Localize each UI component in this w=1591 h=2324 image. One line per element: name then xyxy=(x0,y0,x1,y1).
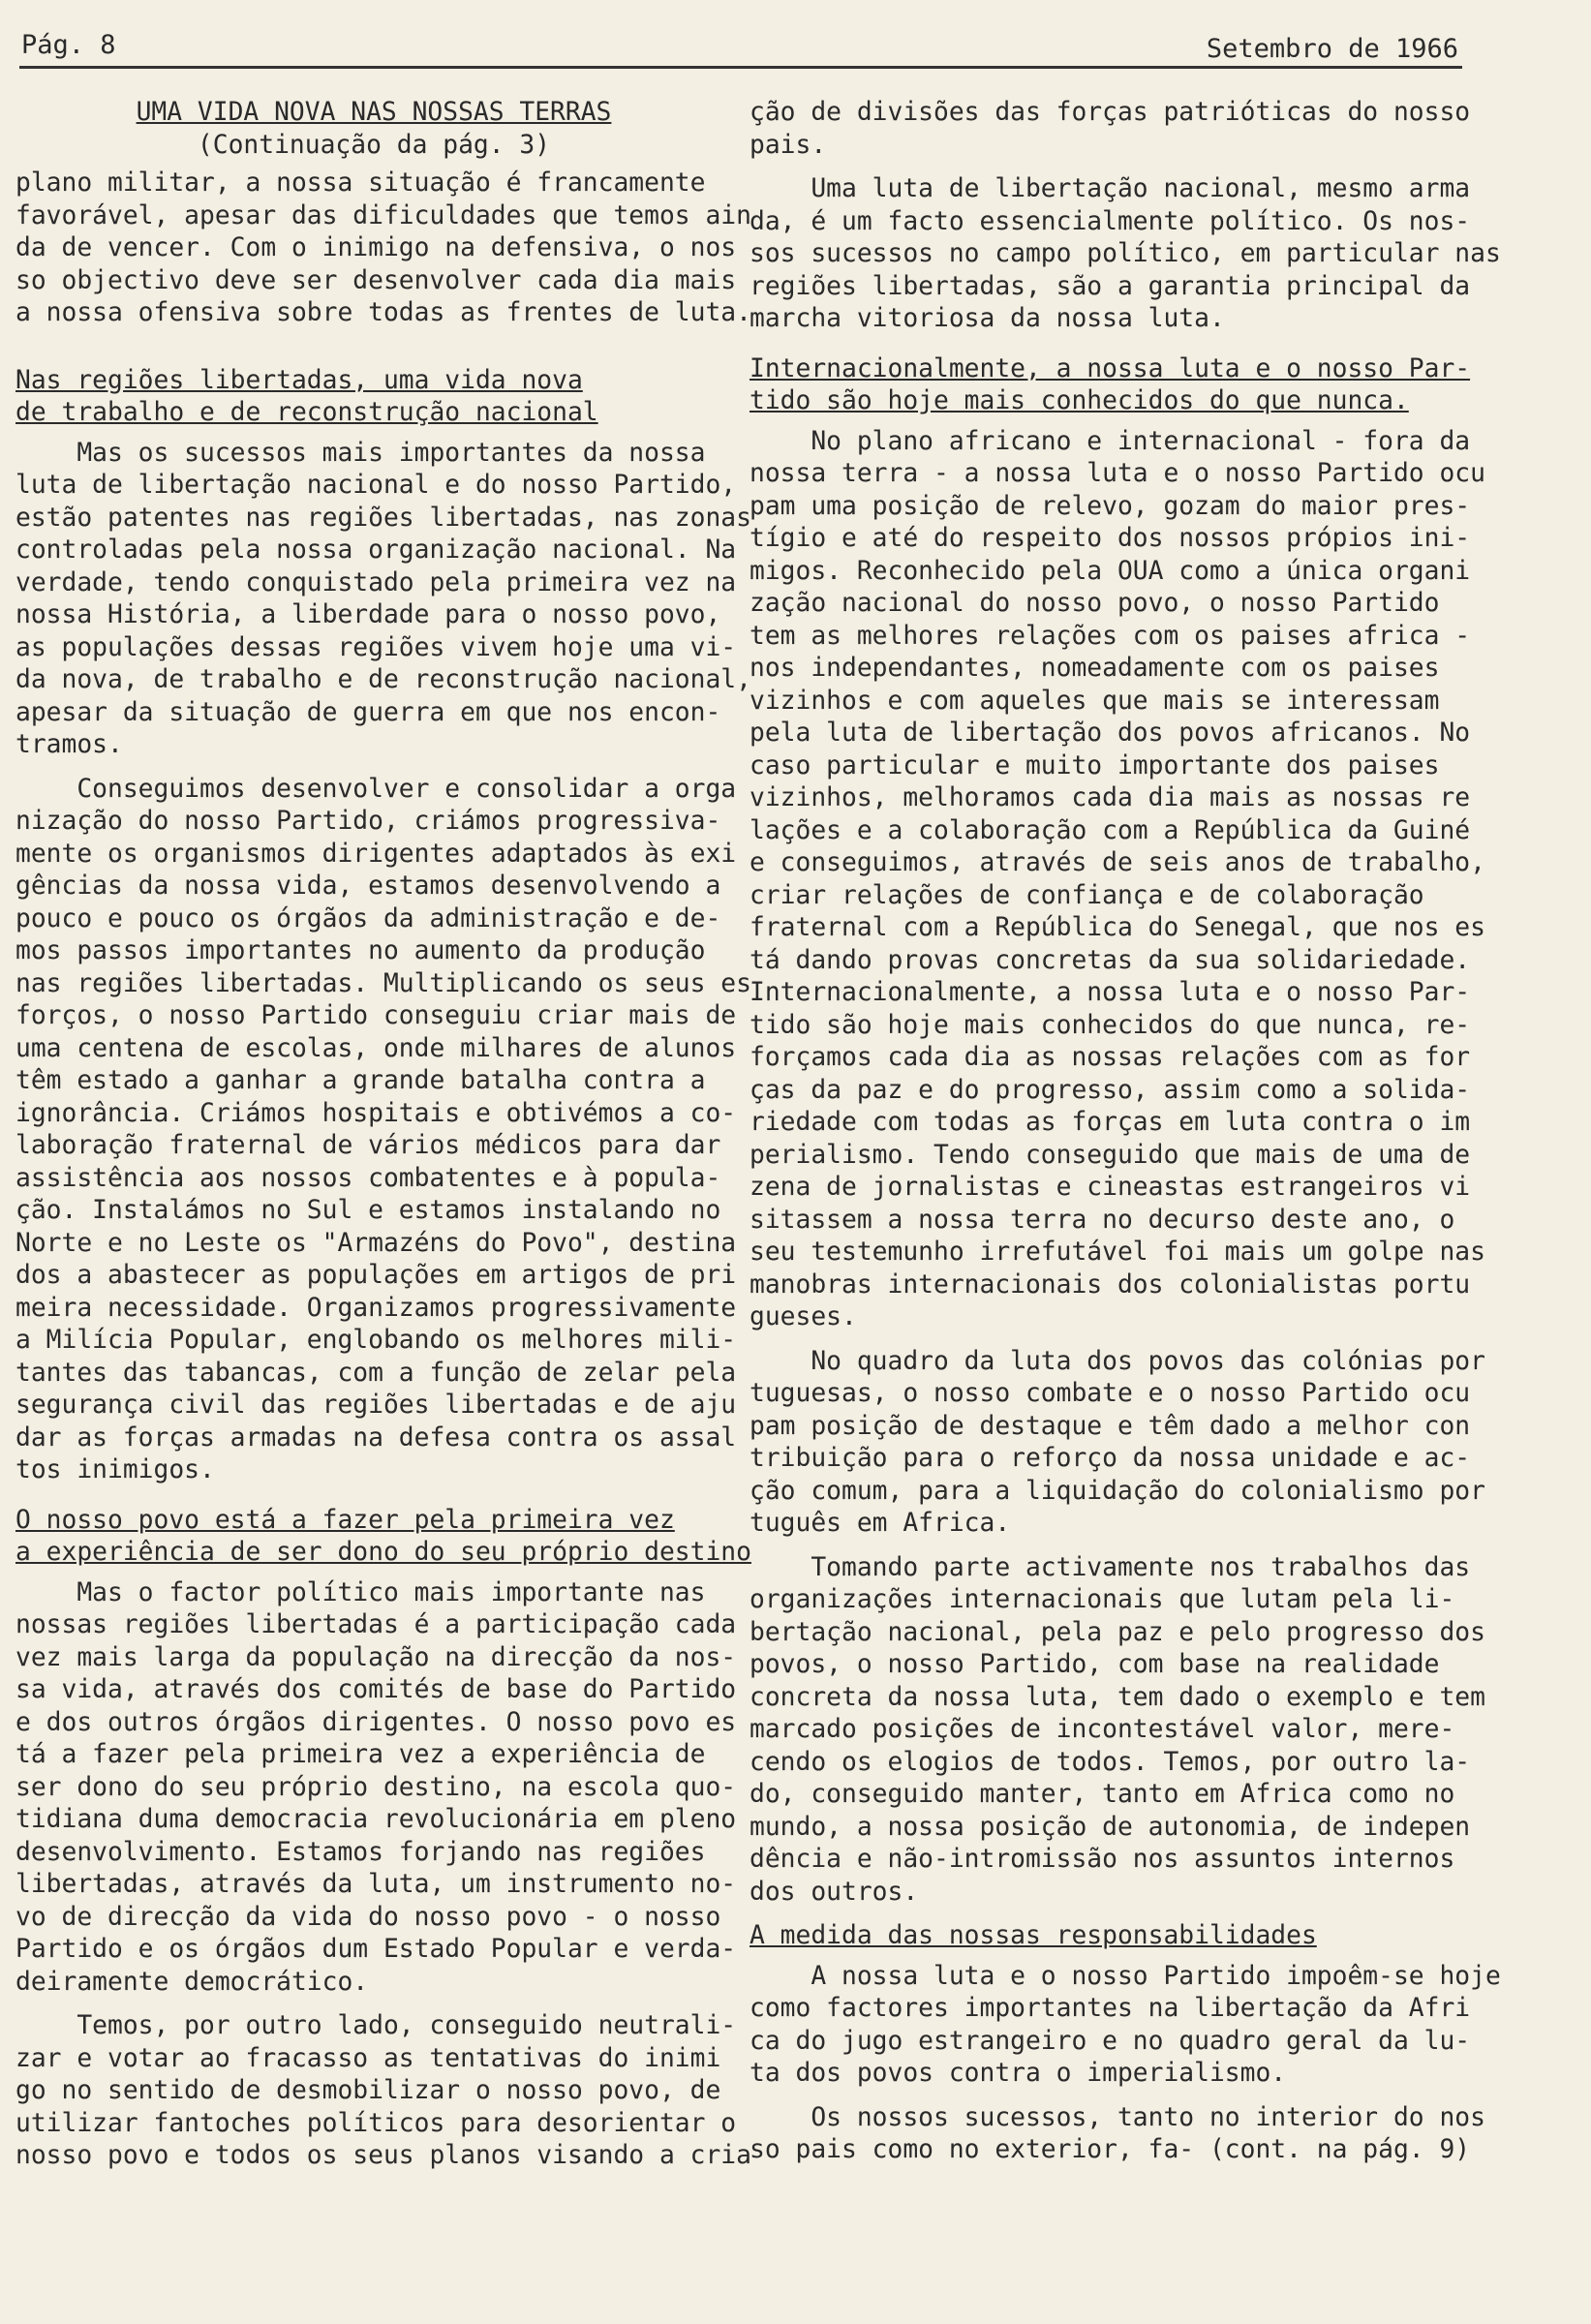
left-column xyxy=(15,97,751,2185)
left-paragraph-2: Mas os sucessos mais importantes da nossa luta de libertação nacional e do nosso Partido, estão patentes nas regiões libertadas, nas zonas controladas pela nossa organização nacional. Na verdade, tendo conquistado pela primeira vez na nossa História, a liberdade para o nosso povo, as populações dessas regiões vivem hoje uma vi- da nova, de trabalho e de reconstrução nacional, apesar da situação de guerra em que nos encon- tramos. xyxy=(15,438,751,759)
article-title: UMA VIDA NOVA NAS NOSSAS TERRAS xyxy=(136,98,612,127)
left-paragraph-4: Mas o factor político mais importante nas nossas regiões libertadas é a participação cada vez mais larga da população na direcção da nos- sa vida, através dos comités de base do Partido e dos outros órgãos dirigentes. O nosso povo es tá a fazer pela primeira vez a experiência de ser dono do seu próprio destino, na escola quo- tidiana duma democracia revolucionária em pleno desenvolvimento. Estamos forjando nas regiões libertadas, através da luta, um instrumento no- vo de direcção da vida do nosso povo - o nosso Partido e os órgãos dum Estado Popular e verda- deiramente democrático. xyxy=(15,1577,737,1997)
section-heading-liberated-regions: Nas regiões libertadas, uma vida nova de trabalho e de reconstrução nacional xyxy=(15,365,598,427)
right-paragraph-4: No quadro da luta dos povos das colónias por tuguesas, o nosso combate e o nosso Partido ocu pam posição de destaque e têm dado a melhor con tribuição para o reforço da nossa unidade e ac- ção comum, para a liquidação do colonialismo por tuguês em Africa. xyxy=(750,1346,1485,1538)
right-paragraph-1: ção de divisões das forças patrióticas do nosso pais. xyxy=(750,98,1471,160)
section-heading-internationally: Internacionalmente, a nossa luta e o nosso Par- tido são hoje mais conhecidos do que nunca. xyxy=(750,353,1471,415)
left-paragraph-1: plano militar, a nossa situação é francamente favorável, apesar das dificuldades que temos ain da de vencer. Com o inimigo na defensiva, o nos so objectivo deve ser desenvolver cada dia mais a nossa ofensiva sobre todas as frentes de luta. xyxy=(15,168,751,327)
right-paragraph-3: No plano africano e internacional - fora da nossa terra - a nossa luta e o nosso Partido ocu pam uma posição de relevo, gozam do maior pres- tígio e até do respeito dos nossos própios ini- migos. Reconhecido pela OUA como a única organi zação nacional do nosso povo, o nosso Partido tem as melhores relações com os paises africa - nos independantes, nomeadamente com os paises vizinhos e com aqueles que mais se interessam pela luta de libertação dos povos africanos. No caso particular e muito importante dos paises vizinhos, melhoramos cada dia mais as nossas re lações e a colaboração com a República da Guiné e conseguimos, através de seis anos de trabalho, criar relações de confiança e de colaboração fraternal com a República do Senegal, que nos es tá dando provas concretas da sua solidariedade. Internacionalmente, a nossa luta e o nosso Par- tido são hoje mais conhecidos do que nunca, re- forçamos cada dia as nossas relações com as for ças da paz e do progresso, assim como a solida- riedade com todas as forças em luta contra o im perialismo. Tendo conseguido que mais de uma de zena de jornalistas e cineastas estrangeiros vi sitassem a nossa terra no decurso deste ano, o seu testemunho irrefutável foi mais um golpe nas manobras internacionais dos colonialistas portu gueses. xyxy=(750,426,1485,1331)
section-heading-own-destiny: O nosso povo está a fazer pela primeira vez a experiência de ser dono do seu próprio destino xyxy=(15,1505,751,1567)
left-paragraph-5: Temos, por outro lado, conseguido neutrali- zar e votar ao fracasso as tentativas do inimi go no sentido de desmobilizar o nosso povo, de utilizar fantoches políticos para desorientar o nosso povo e todos os seus planos visando a cria xyxy=(15,2011,751,2170)
left-paragraph-3: Conseguimos desenvolver e consolidar a orga nização do nosso Partido, criámos progressiva- mente os organismos dirigentes adaptados às exi gências da nossa vida, estamos desenvolvendo a pouco e pouco os órgãos da administração e de- mos passos importantes no aumento da produção nas regiões libertadas. Multiplicando os seus es forços, o nosso Partido conseguiu criar mais de uma centena de escolas, onde milhares de alunos têm estado a ganhar a grande batalha contra a ignorância. Criámos hospitais e obtivémos a co- laboração fraternal de vários médicos para dar assistência aos nossos combatentes e à popula- ção. Instalámos no Sul e estamos instalando no Norte e no Leste os "Armazéns do Povo", destina dos a abastecer as populações em artigos de pri meira necessidade. Organizamos progressivamente a Milícia Popular, englobando os melhores mili- tantes das tabancas, com a função de zelar pela segurança civil das regiões libertadas e de aju dar as forças armadas na defesa contra os assal tos inimigos. xyxy=(15,774,751,1484)
page-number: Pág. 8 xyxy=(21,30,116,60)
article-title-block xyxy=(15,97,732,162)
right-column xyxy=(750,97,1501,2179)
right-paragraph-5: Tomando parte activamente nos trabalhos das organizações internacionais que lutam pela li- bertação nacional, pela paz e pelo progresso dos povos, o nosso Partido, com base na realidade concreta da nossa luta, tem dado o exemplo e tem marcado posições de incontestável valor, mere- cendo os elogios de todos. Temos, por outro la- do, conseguido manter, tanto em Africa como no mundo, a nossa posição de autonomia, de indepen dência e não-intromissão nos assuntos internos dos outros. xyxy=(750,1552,1485,1907)
right-paragraph-6: A nossa luta e o nosso Partido impoêm-se hoje como factores importantes na libertação da Afri ca do jugo estrangeiro e no quadro geral da lu- ta dos povos contra o imperialismo. xyxy=(750,1961,1501,2088)
right-paragraph-7: Os nossos sucessos, tanto no interior do nos so pais como no exterior, fa- (cont. na pág. 9) xyxy=(750,2102,1485,2164)
issue-date: Setembro de 1966 xyxy=(1206,34,1458,64)
page-header xyxy=(19,29,1462,69)
section-heading-responsibilities: A medida das nossas responsabilidades xyxy=(750,1921,1317,1950)
right-paragraph-2: Uma luta de libertação nacional, mesmo arma da, é um facto essencialmente político. Os nos- sos sucessos no campo político, em particular nas regiões libertadas, são a garantia principal da marcha vitoriosa da nossa luta. xyxy=(750,174,1501,333)
article-continuation-note: (Continuação da pág. 3) xyxy=(197,130,551,160)
